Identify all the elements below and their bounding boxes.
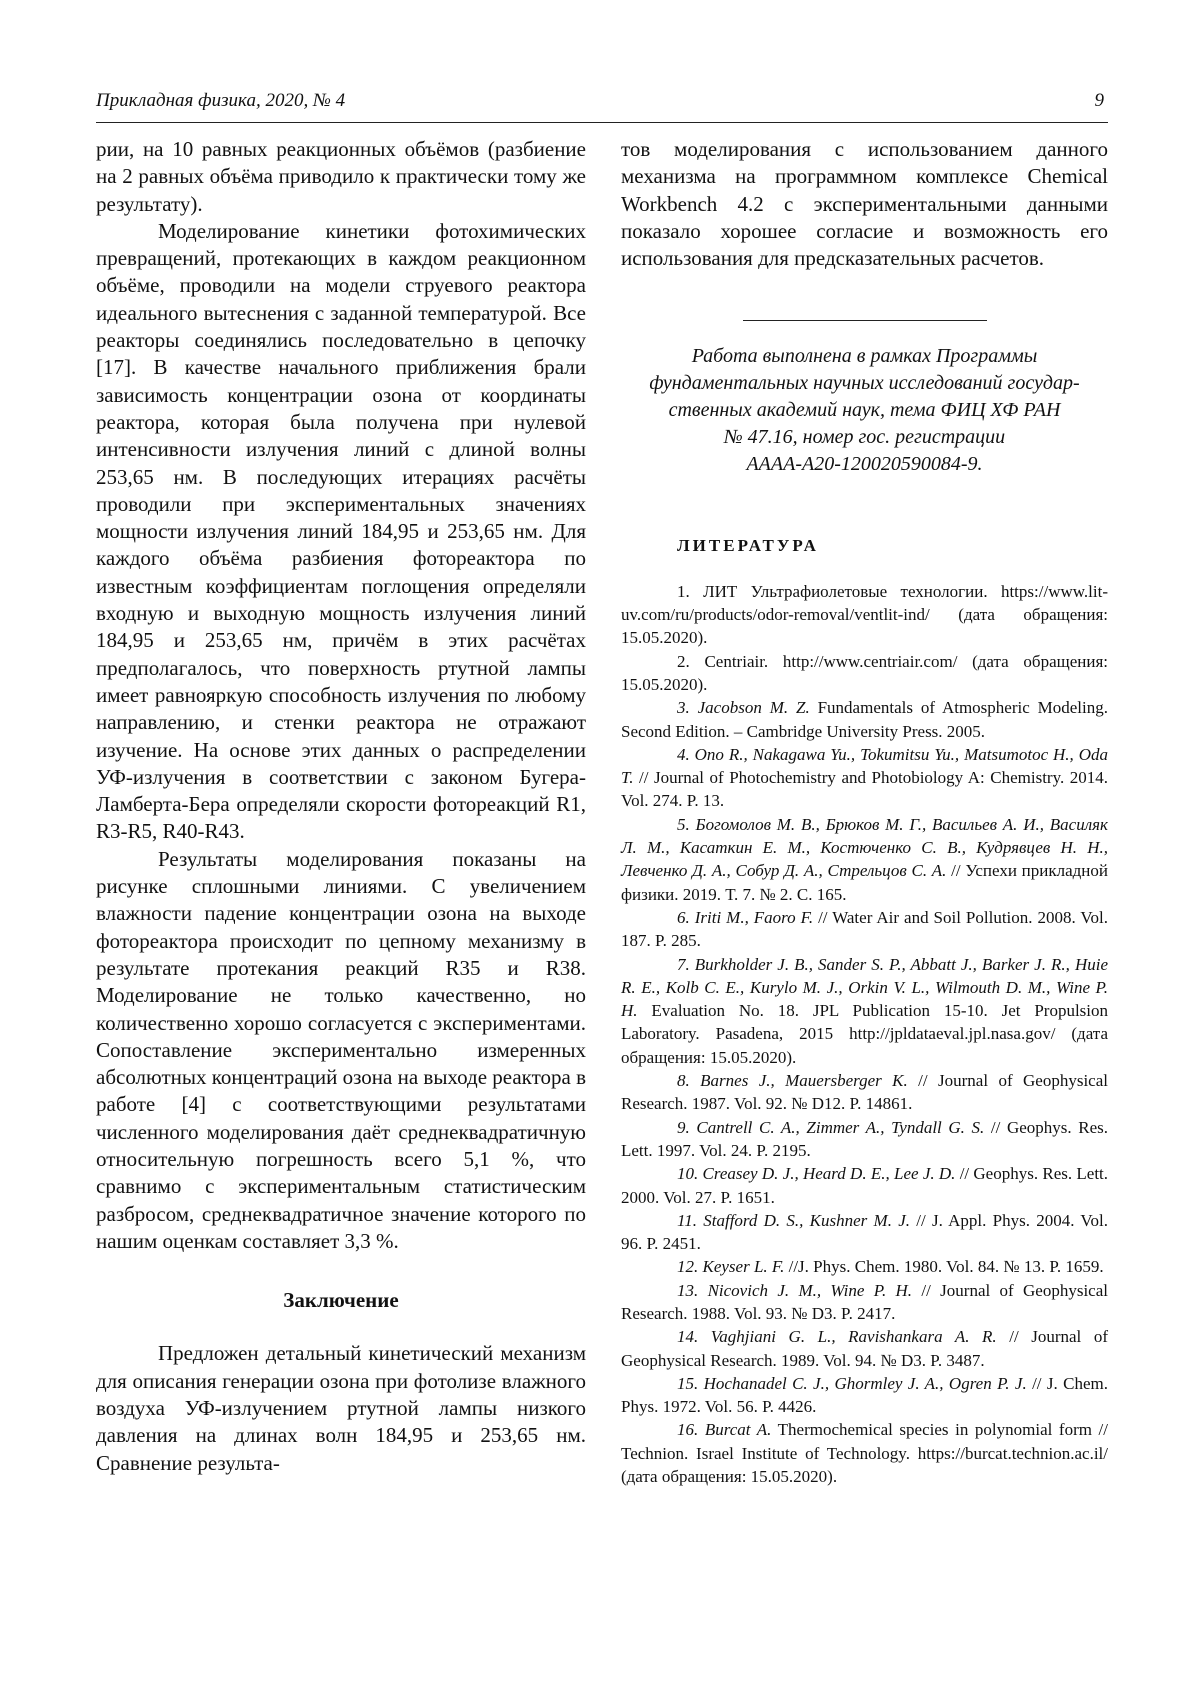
reference-authors: 3. Jacobson M. Z. bbox=[677, 698, 810, 718]
reference-item bbox=[621, 650, 1108, 697]
reference-text: // Geophys. Res. Lett. 2000. Vol. 27. P. 1651. bbox=[621, 1164, 1109, 1207]
reference-item bbox=[621, 1418, 1108, 1488]
paragraph: Результаты моделирования показаны на рисунке сплошными линиями. С увеличением влажности падение концентрации озона на выходе фотореактора происходит по цепному механизму в результате протекания реакций R35 и R38. Моделирование не только качественно, но количественно хорошо согласуется с экспериментами. Сопоставление экспериментально измеренных абсолютных концентраций озона на выходе реактора в работе [4] с соответствующими результатами численного моделирования даёт среднеквадратичную относительную погрешность всего 5,1 %, что сравнимо с экспериментальным статистическим разбросом, среднеквадратичное значение которого по нашим оценкам составляет 3,3 %. bbox=[96, 846, 586, 1253]
acknowledgement bbox=[621, 343, 1108, 478]
reference-text: Thermochemical species in polynomial form // Technion. Israel Institute of Technology. https://burcat.technion.ac.il/ (дата обращения: 15.05.2020). bbox=[621, 1420, 1108, 1487]
running-header bbox=[96, 90, 1108, 124]
ack-line: ственных академий наук, тема ФИЦ ХФ РАН bbox=[668, 399, 1061, 422]
reference-text: // J. Chem. Phys. 1972. Vol. 56. P. 4426. bbox=[621, 1373, 1108, 1417]
paragraph: рии, на 10 равных реакционных объёмов (разбиение на 2 равных объёма приводило к практически тому же результату). bbox=[96, 137, 586, 216]
reference-item bbox=[621, 1116, 1108, 1163]
reference-item bbox=[621, 1162, 1108, 1209]
reference-text: // Успехи прикладной физики. 2019. Т. 7. № 2. С. 165. bbox=[621, 861, 1108, 904]
right-column bbox=[621, 136, 1108, 1488]
reference-authors: 12. Keyser L. F. bbox=[677, 1257, 785, 1277]
reference-authors: 14. Vaghjiani G. L., Ravishankara A. R. bbox=[677, 1327, 997, 1347]
ack-line: АААА-А20-120020590084-9. bbox=[746, 453, 983, 476]
reference-text: // Journal of Geophysical Research. 1989. Vol. 94. № D3. P. 3487. bbox=[621, 1327, 1109, 1370]
reference-text: // Water Air and Soil Pollution. 2008. Vol. 187. P. 285. bbox=[621, 907, 1108, 951]
reference-text: // Journal of Geophysical Research. 1988. Vol. 93. № D3. P. 2417. bbox=[621, 1280, 1108, 1323]
reference-list bbox=[621, 580, 1108, 1489]
reference-item bbox=[621, 1209, 1108, 1256]
paragraph: Предложен детальный кинетический механизм для описания генерации озона при фотолизе влажного воздуха УФ-излучением ртутной лампы низкого давления на длинах волн 184,95 и 253,65 нм. Сравнение результа- bbox=[96, 1341, 586, 1475]
reference-text: // Geophys. Res. Lett. 1997. Vol. 24. P. 2195. bbox=[621, 1117, 1108, 1160]
paragraph: Моделирование кинетики фотохимических превращений, протекающих в каждом реакционном объёме, проводили на модели струевого реактора идеального вытеснения с заданной температурой. Все реакторы соединялись последовательно в цепочку [17]. В качестве начального приближения брали зависимость концентрации озона от координаты реактора, которая была получена при нулевой интенсивности излучения линий с длиной волны 253,65 нм. В последующих итерациях расчёты проводили при экспериментальных значениях мощности излучения линий 184,95 и 253,65 нм. Для каждого объёма разбиения фотореактора по известным коэффициентам поглощения определяли входную и выходную мощность излучения линий 184,95 и 253,65 нм, причём в этих расчётах предполагалось, что поверхность ртутной лампы имеет равнояркую способность излучения по любому направлению, и стенки реактора не отражают изучение. На основе этих данных о распределении УФ-излучения в соответствии с законом Бугера-Ламберта-Бера определяли скорости фотореакций R1, R3-R5, R40-R43. bbox=[96, 218, 586, 844]
reference-authors: 13. Nicovich J. M., Wine P. H. bbox=[677, 1280, 913, 1300]
left-column bbox=[96, 136, 586, 1477]
reference-authors: 11. Stafford D. S., Kushner M. J. bbox=[677, 1210, 911, 1230]
reference-authors: 8. Barnes J., Mauersberger K. bbox=[677, 1071, 908, 1091]
reference-text: 1. ЛИТ Ультрафиолетовые технологии. https://www.lit-uv.com/ru/products/odor-removal/ventlit-ind/ (дата обращения: 15.05.2020). bbox=[621, 581, 1108, 648]
reference-text: // Journal of Photochemistry and Photobiology A: Chemistry. 2014. Vol. 274. P. 13. bbox=[621, 768, 1108, 811]
page-number: 9 bbox=[1094, 90, 1104, 111]
reference-item bbox=[621, 1279, 1108, 1326]
reference-text: //J. Phys. Chem. 1980. Vol. 84. № 13. P. 1659. bbox=[784, 1257, 1104, 1277]
reference-text: Evaluation No. 18. JPL Publication 15-10. Jet Propulsion Laboratory. Pasadena, 2015 http://jpldataeval.jpl.nasa.gov/ (дата обращения: 15.05.2020). bbox=[621, 1001, 1108, 1067]
reference-item bbox=[621, 696, 1108, 743]
ack-line: Работа выполнена в рамках Программы bbox=[691, 345, 1038, 368]
reference-item bbox=[621, 580, 1108, 650]
reference-item bbox=[621, 1325, 1108, 1372]
reference-authors: 10. Creasey D. J., Heard D. E., Lee J. D. bbox=[677, 1164, 956, 1184]
reference-item bbox=[621, 813, 1108, 906]
journal-title: Прикладная физика, 2020, № 4 bbox=[96, 90, 346, 111]
reference-item bbox=[621, 1069, 1108, 1116]
reference-text: // J. Appl. Phys. 2004. Vol. 96. P. 2451. bbox=[621, 1210, 1108, 1254]
reference-authors: 15. Hochanadel C. J., Ghormley J. A., Ogren P. J. bbox=[677, 1373, 1027, 1393]
reference-text: Fundamentals of Atmospheric Modeling. Second Edition. – Cambridge University Press. 2005. bbox=[621, 698, 1108, 741]
section-title-conclusion: Заключение bbox=[283, 1288, 399, 1313]
paragraph: тов моделирования с использованием данного механизма на программном комплексе Chemical Workbench 4.2 с экспериментальными данными показало хорошее согласие и возможность его использования для предсказательных расчетов. bbox=[621, 137, 1108, 271]
references-title: ЛИТЕРАТУРА bbox=[677, 536, 819, 556]
separator-rule bbox=[743, 320, 987, 321]
reference-authors: 7. Burkholder J. B., Sander S. P., Abbatt J., Barker J. R., Huie R. E., Kolb C. E., Kurylo M. J., Orkin V. L., Wilmouth D. M., Wine P. H. bbox=[621, 954, 1108, 1021]
reference-authors: 16. Burcat A. bbox=[677, 1420, 772, 1440]
reference-authors: 9. Cantrell C. A., Zimmer A., Tyndall G. S. bbox=[677, 1117, 985, 1137]
reference-authors: 5. Богомолов М. В., Брюков М. Г., Васильев А. И., Василяк Л. М., Касаткин Е. М., Костюченко С. В., Кудрявцев Н. Н., Левченко Д. А., Собур Д. А., Стрельцов С. А. bbox=[621, 814, 1108, 881]
reference-item bbox=[621, 906, 1108, 953]
reference-text: 2. Centriair. http://www.centriair.com/ (дата обращения: 15.05.2020). bbox=[621, 651, 1108, 694]
reference-authors: 6. Iriti M., Faoro F. bbox=[677, 907, 814, 927]
ack-line: № 47.16, номер гос. регистрации bbox=[723, 426, 1006, 449]
header-rule bbox=[96, 122, 1108, 123]
reference-item bbox=[621, 953, 1108, 1069]
reference-text: // Journal of Geophysical Research. 1987. Vol. 92. № D12. P. 14861. bbox=[621, 1071, 1108, 1114]
ack-line: фундаментальных научных исследований государ- bbox=[649, 372, 1080, 395]
reference-item bbox=[621, 1372, 1108, 1419]
reference-item bbox=[621, 743, 1108, 813]
reference-item bbox=[621, 1255, 1108, 1278]
reference-authors: 4. Ono R., Nakagawa Yu., Tokumitsu Yu., Matsumotoc H., Oda T. bbox=[621, 744, 1108, 788]
